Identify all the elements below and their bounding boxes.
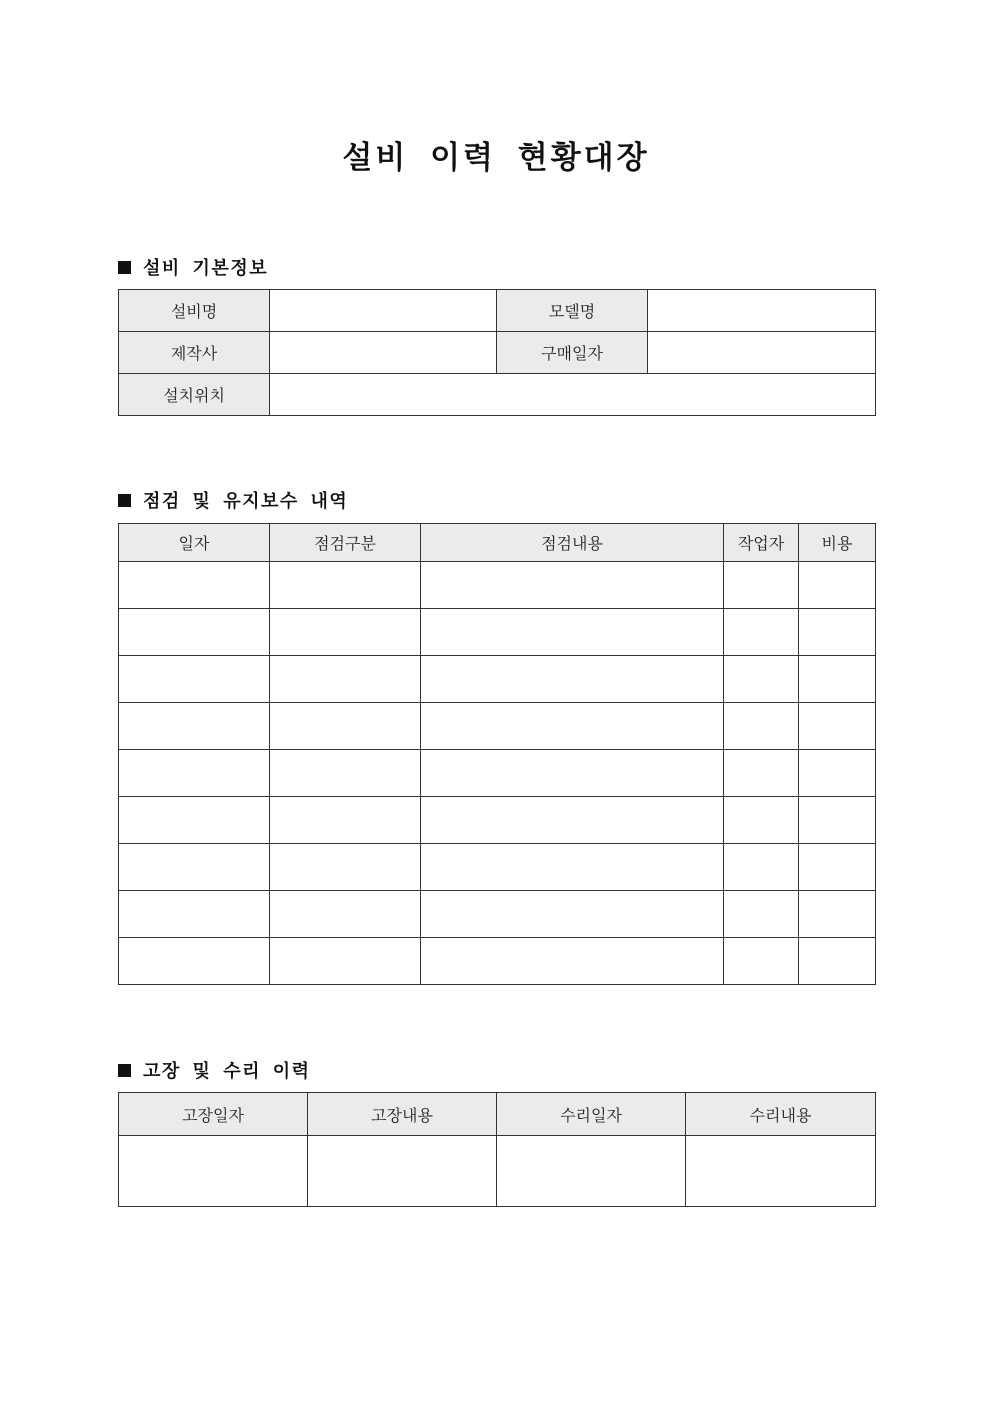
table-row xyxy=(119,332,876,374)
table-cell[interactable] xyxy=(119,609,270,656)
section-heading-repair xyxy=(118,1057,311,1083)
table-cell[interactable] xyxy=(799,844,876,891)
table-row xyxy=(119,703,876,750)
table-cell[interactable] xyxy=(421,797,724,844)
page-title: 설비 이력 현황대장 xyxy=(342,140,650,176)
table-cell[interactable] xyxy=(270,750,421,797)
table-cell[interactable] xyxy=(119,797,270,844)
purchase-date-label: 구매일자 xyxy=(497,332,648,374)
table-cell[interactable] xyxy=(270,609,421,656)
equipment-name-field[interactable] xyxy=(270,290,497,332)
column-header-repair-details: 수리내용 xyxy=(686,1093,876,1136)
table-cell[interactable] xyxy=(686,1136,876,1207)
table-cell[interactable] xyxy=(724,609,799,656)
table-cell[interactable] xyxy=(421,750,724,797)
table-row xyxy=(119,656,876,703)
table-row xyxy=(119,844,876,891)
basic-info-table xyxy=(118,289,876,416)
black-square-icon xyxy=(118,1064,131,1077)
table-cell[interactable] xyxy=(270,703,421,750)
column-header-failure-date: 고장일자 xyxy=(119,1093,308,1136)
table-row xyxy=(119,750,876,797)
table-cell[interactable] xyxy=(308,1136,497,1207)
purchase-date-field[interactable] xyxy=(648,332,876,374)
table-row xyxy=(119,562,876,609)
table-header-row xyxy=(119,1093,876,1136)
table-cell[interactable] xyxy=(799,656,876,703)
table-cell[interactable] xyxy=(724,656,799,703)
section-heading-text: 점검 및 유지보수 내역 xyxy=(143,491,349,512)
table-cell[interactable] xyxy=(421,562,724,609)
maintenance-table xyxy=(118,523,876,985)
table-cell[interactable] xyxy=(799,609,876,656)
black-square-icon xyxy=(118,261,131,274)
table-cell[interactable] xyxy=(799,750,876,797)
table-cell[interactable] xyxy=(724,703,799,750)
section-heading-basic-info xyxy=(118,254,268,280)
table-cell[interactable] xyxy=(799,703,876,750)
table-cell[interactable] xyxy=(119,891,270,938)
table-cell[interactable] xyxy=(724,797,799,844)
section-heading-maintenance xyxy=(118,487,348,513)
table-cell[interactable] xyxy=(270,656,421,703)
table-cell[interactable] xyxy=(119,703,270,750)
table-cell[interactable] xyxy=(799,938,876,985)
table-cell[interactable] xyxy=(119,938,270,985)
table-cell[interactable] xyxy=(421,938,724,985)
table-cell[interactable] xyxy=(119,656,270,703)
table-cell[interactable] xyxy=(724,844,799,891)
table-cell[interactable] xyxy=(421,609,724,656)
install-location-label: 설치위치 xyxy=(119,374,270,416)
table-cell[interactable] xyxy=(119,844,270,891)
table-cell[interactable] xyxy=(119,1136,308,1207)
table-cell[interactable] xyxy=(497,1136,686,1207)
table-row xyxy=(119,374,876,416)
table-cell[interactable] xyxy=(799,891,876,938)
table-header-row xyxy=(119,524,876,562)
table-cell[interactable] xyxy=(119,750,270,797)
table-row xyxy=(119,797,876,844)
manufacturer-field[interactable] xyxy=(270,332,497,374)
table-row xyxy=(119,609,876,656)
table-cell[interactable] xyxy=(799,797,876,844)
model-name-label: 모델명 xyxy=(497,290,648,332)
table-cell[interactable] xyxy=(724,938,799,985)
table-cell[interactable] xyxy=(724,891,799,938)
table-row xyxy=(119,290,876,332)
table-row xyxy=(119,938,876,985)
table-cell[interactable] xyxy=(270,844,421,891)
column-header-inspection-details: 점검내용 xyxy=(421,524,724,562)
column-header-inspection-type: 점검구분 xyxy=(270,524,421,562)
repair-history-table xyxy=(118,1092,876,1207)
table-row xyxy=(119,891,876,938)
section-heading-text: 고장 및 수리 이력 xyxy=(143,1061,311,1082)
column-header-date: 일자 xyxy=(119,524,270,562)
install-location-field[interactable] xyxy=(270,374,876,416)
section-heading-text: 설비 기본정보 xyxy=(143,258,269,279)
table-cell[interactable] xyxy=(270,938,421,985)
table-cell[interactable] xyxy=(421,844,724,891)
column-header-repair-date: 수리일자 xyxy=(497,1093,686,1136)
equipment-name-label: 설비명 xyxy=(119,290,270,332)
black-square-icon xyxy=(118,494,131,507)
table-cell[interactable] xyxy=(799,562,876,609)
table-cell[interactable] xyxy=(270,562,421,609)
table-cell[interactable] xyxy=(421,891,724,938)
column-header-failure-details: 고장내용 xyxy=(308,1093,497,1136)
table-cell[interactable] xyxy=(421,703,724,750)
column-header-worker: 작업자 xyxy=(724,524,799,562)
model-name-field[interactable] xyxy=(648,290,876,332)
manufacturer-label: 제작사 xyxy=(119,332,270,374)
table-cell[interactable] xyxy=(119,562,270,609)
table-cell[interactable] xyxy=(270,797,421,844)
table-row xyxy=(119,1136,876,1207)
table-cell[interactable] xyxy=(724,562,799,609)
table-cell[interactable] xyxy=(270,891,421,938)
table-cell[interactable] xyxy=(421,656,724,703)
table-cell[interactable] xyxy=(724,750,799,797)
column-header-cost: 비용 xyxy=(799,524,876,562)
